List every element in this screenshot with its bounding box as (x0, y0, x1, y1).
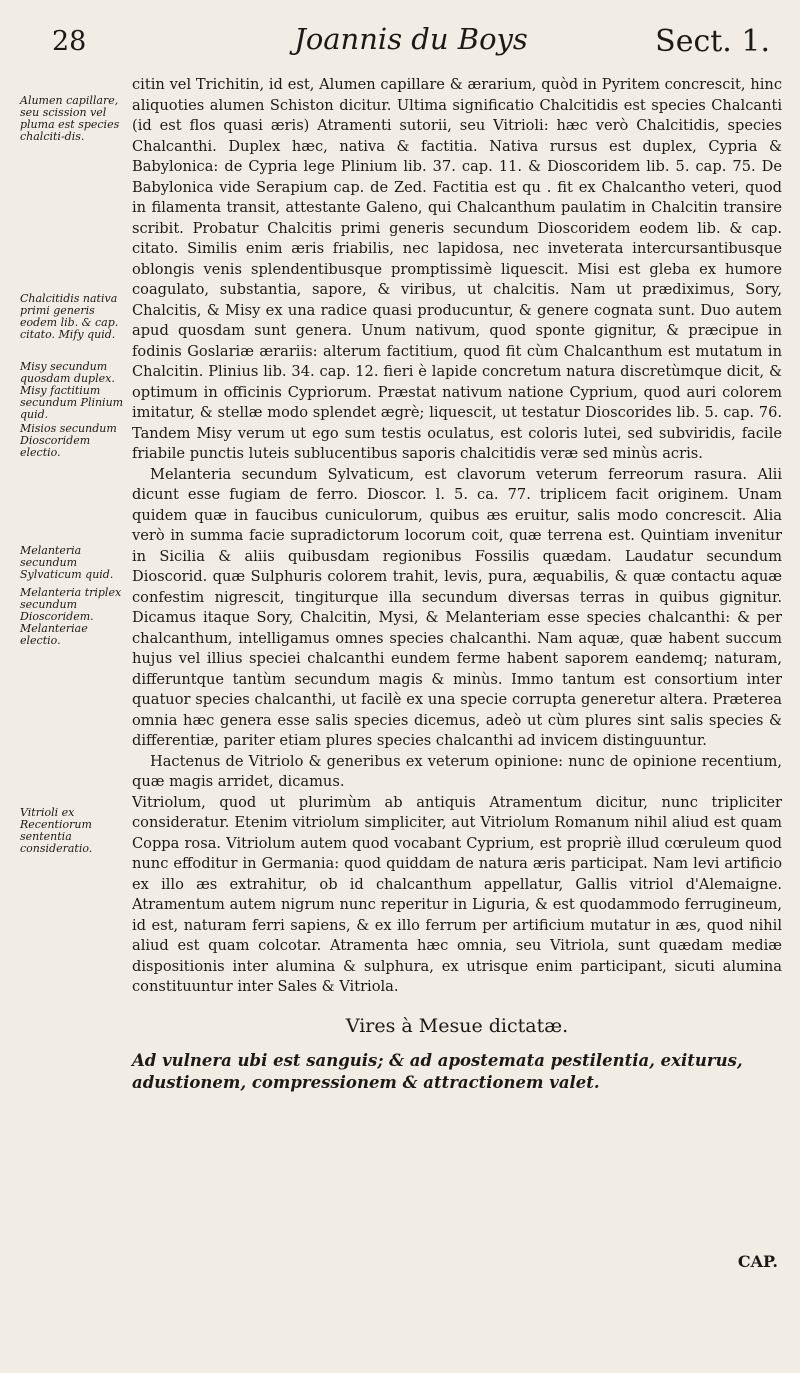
margin-note: Alumen capillare, seu scission vel pluma est species chalciti-dis. (20, 94, 120, 143)
closing-sentence: Ad vulnera ubi est sanguis; & ad apostemata pestilentia, exiturus, adustionem, compressionem & attractionem valet. (132, 1051, 743, 1092)
main-text (132, 75, 782, 1094)
margin-note: Vitrioli ex Recentiorum sententia consideratio. (20, 806, 93, 855)
running-title: Joannis du Boys (294, 22, 528, 56)
paragraph: citin vel Trichitin, id est, Alumen capillare & ærarium, quòd in Pyritem concrescit, hinc aliquoties alumen Schiston dicitur. Ultima significatio Chalcitidis est species Chalcanti (id est flos quasi æris) Atramenti sutorii, seu Vitrioli: hæc verò Chalcitidis, species Chalcanthi. Duplex hæc, nativa & factitia. Nativa rursus est duplex, Cypria & Babylonica: de Cypria lege Plinium lib. 37. cap. 11. & Dioscoridem lib. 5. cap. 75. De Babylonica vide Serapium cap. de Zed. Factitia est qu . fit ex Chalcantho veteri, quod in filamenta transit, attestante Galeno, qui Chalcanthum paulatim in Chalcitin transire scribit. Probatur Chalcitis primi generis secundum Dioscoridem eodem lib. & cap. citato. Similis enim æris friabilis, nec lapidosa, nec inveterata intercursantibusque oblongis venis splendentibusque promptissimè liquescit. Misi est gleba ex humore coagulato, substantia, sapore, & viribus, ut chalcitis. Nam ut prædiximus, Sory, Chalcitis, & Misy ex una radice quasi producuntur, & genere cognata sunt. Duo autem apud quosdam sunt genera. Unum nativum, quod sponte gignitur, & præcipue in fodinis Goslariæ ærariis: alterum factitium, quod fit cùm Chalcanthum est mutatum in Chalcitin. Plinius lib. 34. cap. 12. fieri è lapide concretum natura discretùmque dicit, & optimum in officinis Cypriorum. Præstat nativum natione Cyprium, quod auri colorem imitatur, & stellæ modo splendet ægrè; liquescit, ut testatur Dioscorides lib. 5. cap. 76. Tandem Misy verum ut ego sum testis oculatus, est coloris lutei, sed subviridis, facile friabile punctis luteis sublucentibus saporis chalcitidis veræ sed minùs acris. (132, 76, 782, 462)
section-mark: Sect. 1. (655, 24, 770, 59)
paragraph: Melanteria secundum Sylvaticum, est clavorum veterum ferreorum rasura. Alii dicunt esse fugiam de ferro. Dioscor. l. 5. ca. 77. triplicem facit originem. Unam quidem quæ in faucibus cuniculorum, quibus æs eruitur, salis modo concrescit. Alia verò in summa facie supradictorum locorum coit, quæ terrena est. Quintiam invenitur in Sicilia & aliis quibusdam regionibus Fossilis quædam. Laudatur secundum Dioscorid. quæ Sulphuris colorem trahit, levis, pura, æquabilis, & quæ contactu aquæ confestim nigrescit, tingiturque illa secundum diversas terras in quibus gignitur. Dicamus itaque Sory, Chalcitin, Mysi, & Melanteriam esse species chalcanthi: & per chalcanthum, intelligamus omnes species chalcanthi. Nam aquæ, quæ habent succum hujus vel illius speciei chalcanthi eundem ferme habent saporem eandemq; naturam, differuntque tantùm secundum magis & minùs. Immo tantum est consortium inter quatuor species chalcanthi, ut facilè ex una specie corrupta generetur altera. Præterea omnia hæc genera esse salis species dicemus, adeò ut cùm plures sint salis species & differentiæ, pariter etiam plures species chalcanthi ad invicem distinguuntur. (132, 465, 782, 749)
paragraph: Vitriolum, quod ut plurimùm ab antiquis Atramentum dicitur, nunc tripliciter consideratur. Etenim vitriolum simpliciter, aut Vitriolum Romanum nihil aliud est quam Coppa rosa. Vitriolum autem quod vocabant Cyprium, est propriè illud cœruleum quod nunc effoditur in Germania: quod quiddam de natura æris participat. Nam levi artificio ex illo æs extrahitur, ob id chalcanthum appellatur, Gallis vitriol d'Alemaigne. Atramentum autem nigrum nunc reperitur in Liguria, & est quodammodo ferrugineum, id est, naturam ferri sapiens, & ex illo ferrum per artificium mutatur in æs, quod nihil aliud est quam colcotar. Atramenta hæc omnia, seu Vitriola, sunt quædam mediæ dispositionis inter alumina & sulphura, ex utrisque enim participant, sicuti alumina constituuntur inter Sales & Vitriola. (132, 793, 782, 995)
margin-note: Misy secundum quosdam duplex. Misy factitium secundum Plinium quid. (20, 360, 124, 421)
margin-note: Melanteria triplex secundum Dioscoridem. Melanteriae electio. (20, 586, 122, 647)
page-number: 28 (52, 26, 87, 57)
paragraph: Hactenus de Vitriolo & generibus ex veterum opinione: nunc de opinione recentium, quæ magis arridet, dicamus. (132, 752, 782, 790)
sub-heading: Vires à Mesue dictatæ. (345, 1014, 569, 1037)
running-head (52, 22, 770, 62)
margin-note: Chalcitidis nativa primi generis eodem lib. & cap. citato. Mify quid. (20, 292, 119, 341)
catchword: CAP. (737, 1252, 778, 1271)
margin-note: Melanteria secundum Sylvaticum quid. (20, 544, 114, 581)
margin-note: Misios secundum Dioscoridem electio. (20, 422, 117, 459)
